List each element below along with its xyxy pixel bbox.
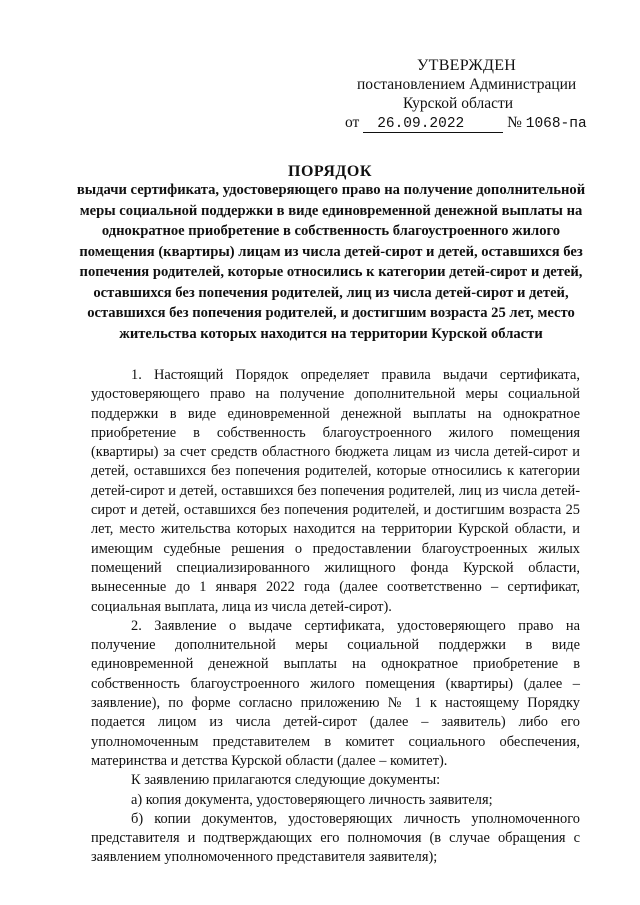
paragraph-2: 2. Заявление о выдаче сертификата, удостоверяющего право на получение дополнительной меры социальной поддержки в виде единовременной денежной выплаты на однократное приобретение в собственность благоустроенного жилого помещения (квартиры) (далее – заявление), по форме согласно приложению № 1 к настоящему Порядку подается лицом из числа детей-сирот (далее – заявитель) либо его уполномоченным представителем в комитет социального обеспечения, материнства и детства Курской области (далее – комитет). [91,617,580,769]
list-item-a: а) копия документа, удостоверяющего личность заявителя; [131,791,493,808]
approval-region: Курской области [403,95,514,112]
list-item-b: б) копии документов, удостоверяющих личность уполномоченного представителя и подтверждающих его полномочия (в случае обращения с заявлением уполномоченного представителя заявителя); [91,810,580,866]
document-subtitle: выдачи сертификата, удостоверяющего право на получение дополнительной меры социальной поддержки в виде единовременной денежной выплаты на однократное приобретение в собственность благоустроенного жилого помещения (квартиры) лицам из числа детей-сирот и детей, оставшихся без попечения родителей, которые относились к категории детей-сирот и детей, оставшихся без попечения родителей, лиц из числа детей-сирот и детей, оставшихся без попечения родителей, и достигшим возраста 25 лет, место жительства которых находится на территории Курской области [76,182,586,342]
paragraph-3: К заявлению прилагаются следующие документы: [131,772,441,789]
approval-heading: УТВЕРЖДЕН [417,57,517,74]
document-title: ПОРЯДОК [288,163,372,180]
paragraph-1: 1. Настоящий Порядок определяет правила выдачи сертификата, удостоверяющего право на получение дополнительной меры социальной поддержки в виде единовременной денежной выплаты на однократное приобретение в собственность благоустроенного жилого помещения (квартиры) за счет средств областного бюджета лицам из числа детей-сирот и детей, оставшихся без попечения родителей, которые относились к категории детей-сирот и детей, оставшихся без попечения родителей, лиц из числа детей-сирот и детей, оставшихся без попечения родителей, и достигшим возраста 25 лет, место жительства которых находится на территории Курской области, и имеющим судебные решения о предоставлении благоустроенных жилых помещений специализированного жилищного фонда Курской области, вынесенные до 1 января 2022 года (далее соответственно – сертификат, социальная выплата, лица из числа детей-сирот). [91,367,580,615]
from-label: от [345,114,360,131]
document-body [91,366,580,868]
approval-date: 26.09.2022 [363,116,503,133]
number-label: № [507,114,522,131]
approval-authority: постановлением Администрации [357,76,577,93]
approval-number: 1068-па [525,116,587,132]
approval-date-line [345,113,605,134]
approval-stamp [345,56,605,134]
